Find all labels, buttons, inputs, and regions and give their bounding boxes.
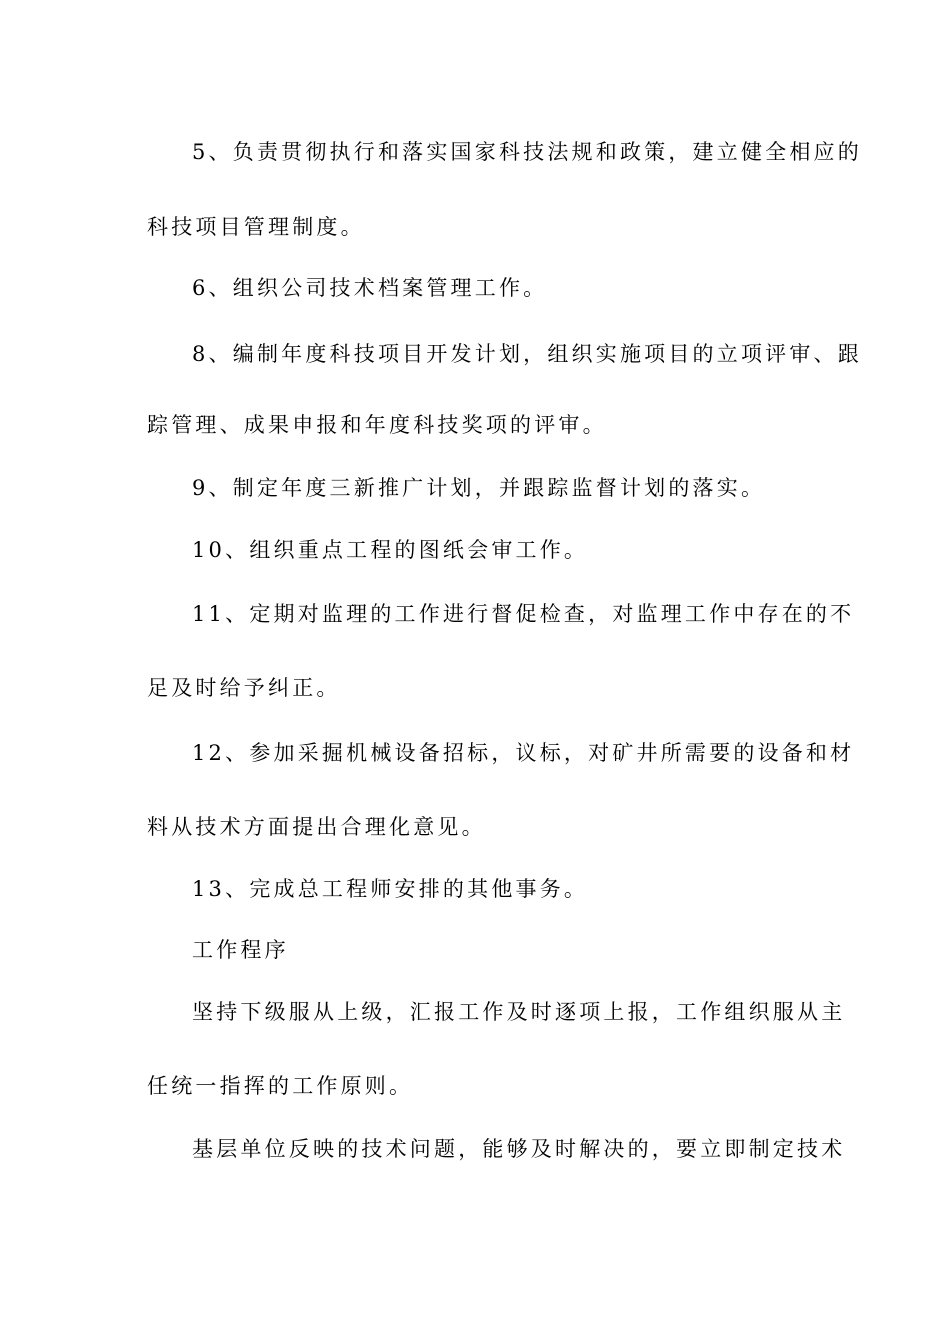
paragraph-line: 基层单位反映的技术问题，能够及时解决的，要立即制定技术 bbox=[192, 1137, 846, 1161]
paragraph-line: 6、组织公司技术档案管理工作。 bbox=[192, 276, 548, 300]
paragraph-line: 11、定期对监理的工作进行督促检查，对监理工作中存在的不 bbox=[192, 602, 855, 626]
paragraph-line: 料从技术方面提出合理化意见。 bbox=[147, 815, 486, 839]
section-heading: 工作程序 bbox=[192, 938, 289, 962]
paragraph-line: 12、参加采掘机械设备招标，议标，对矿井所需要的设备和材 bbox=[192, 741, 855, 765]
paragraph-line: 8、编制年度科技项目开发计划，组织实施项目的立项评审、跟 bbox=[192, 342, 862, 366]
paragraph-line: 科技项目管理制度。 bbox=[147, 215, 365, 239]
paragraph-line: 坚持下级服从上级，汇报工作及时逐项上报，工作组织服从主 bbox=[192, 1000, 846, 1024]
paragraph-line: 10、组织重点工程的图纸会审工作。 bbox=[192, 538, 589, 562]
paragraph-line: 9、制定年度三新推广计划，并跟踪监督计划的落实。 bbox=[192, 476, 766, 500]
paragraph-line: 踪管理、成果申报和年度科技奖项的评审。 bbox=[147, 413, 607, 437]
paragraph-line: 任统一指挥的工作原则。 bbox=[147, 1074, 414, 1098]
paragraph-line: 足及时给予纠正。 bbox=[147, 676, 341, 700]
paragraph-line: 13、完成总工程师安排的其他事务。 bbox=[192, 877, 589, 901]
paragraph-line: 5、负责贯彻执行和落实国家科技法规和政策，建立健全相应的 bbox=[192, 140, 862, 164]
